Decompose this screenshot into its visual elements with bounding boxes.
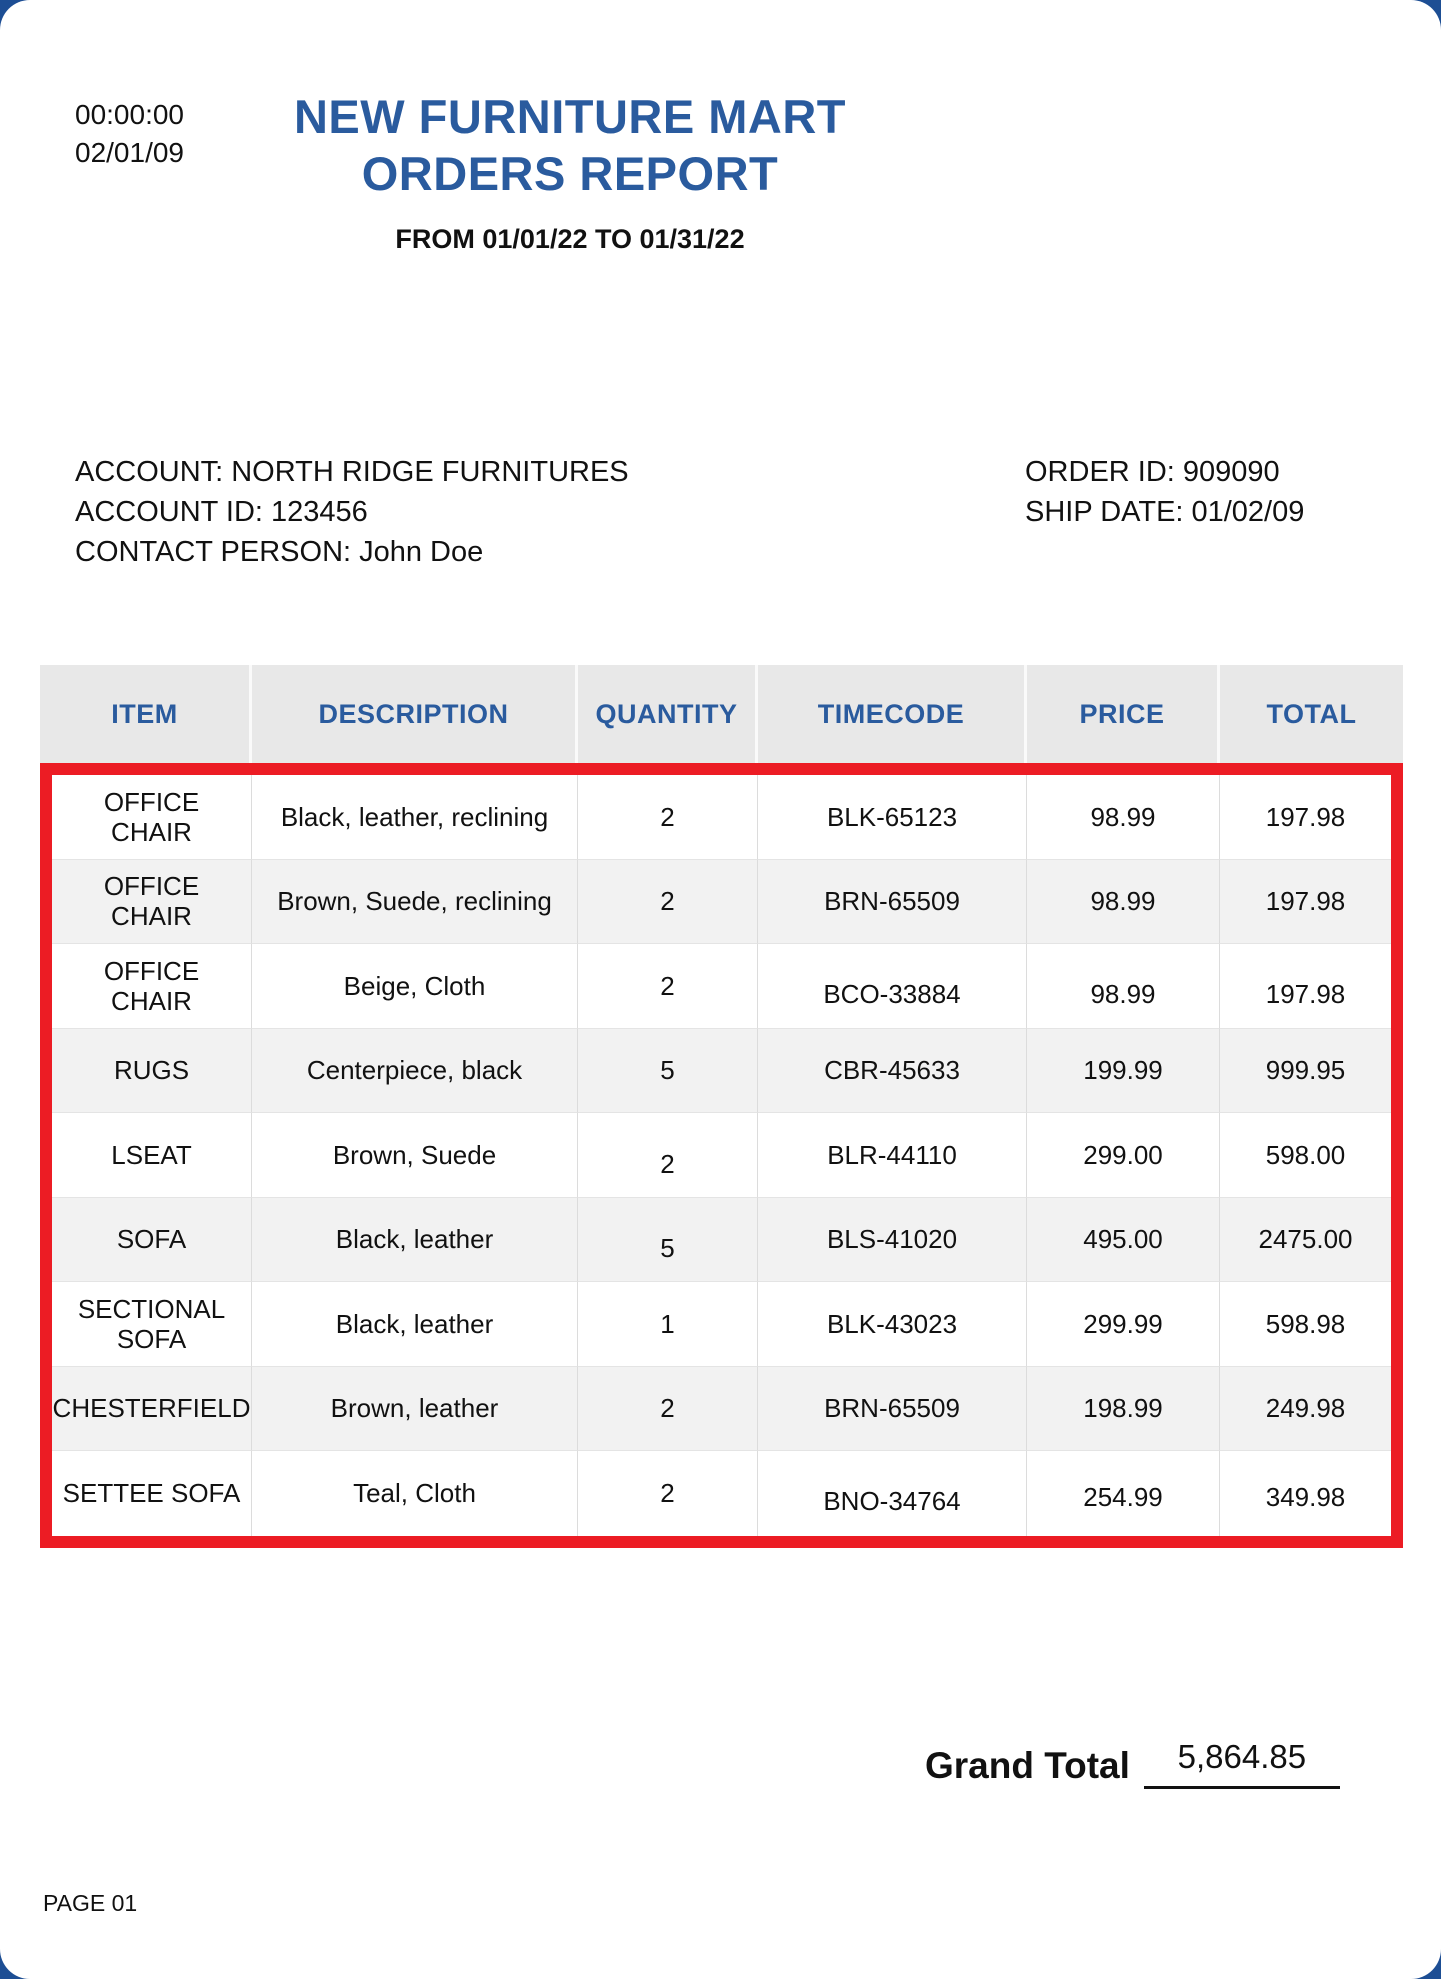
- cell-quantity: 2: [578, 1451, 758, 1536]
- account-label: ACCOUNT:: [75, 456, 224, 488]
- report-title: [0, 88, 1140, 202]
- cell-timecode: BLK-65123: [758, 775, 1027, 860]
- cell-description: Centerpiece, black: [252, 1029, 578, 1114]
- contact-label: CONTACT PERSON:: [75, 536, 352, 568]
- ship-date-line: [1025, 492, 1304, 532]
- cell-item: RUGS: [52, 1029, 252, 1114]
- order-info: [1025, 452, 1304, 532]
- report-date: 02/01/09: [75, 137, 184, 168]
- orders-table: [40, 665, 1403, 1548]
- ship-date-label: SHIP DATE:: [1025, 496, 1184, 528]
- cell-description: Brown, Suede, reclining: [252, 860, 578, 945]
- contact-line: [75, 532, 629, 572]
- cell-quantity: 2: [578, 944, 758, 1029]
- cell-description: Teal, Cloth: [252, 1451, 578, 1536]
- cell-price: 198.99: [1027, 1367, 1220, 1452]
- table-row: [52, 1113, 1391, 1198]
- order-id-label: ORDER ID:: [1025, 456, 1175, 488]
- cell-item: SECTIONAL SOFA: [52, 1282, 252, 1367]
- cell-total: 2475.00: [1220, 1198, 1391, 1283]
- table-row: [52, 860, 1391, 945]
- cell-timecode: BLK-43023: [758, 1282, 1027, 1367]
- cell-item: OFFICE CHAIR: [52, 775, 252, 860]
- account-line: [75, 452, 629, 492]
- cell-price: 98.99: [1027, 775, 1220, 860]
- cell-quantity: 2: [578, 860, 758, 945]
- cell-timecode: BNO-34764: [758, 1451, 1027, 1536]
- cell-price: 199.99: [1027, 1029, 1220, 1114]
- cell-price: 299.99: [1027, 1282, 1220, 1367]
- cell-price: 98.99: [1027, 944, 1220, 1029]
- cell-description: Black, leather, reclining: [252, 775, 578, 860]
- cell-item: OFFICE CHAIR: [52, 944, 252, 1029]
- table-row: [52, 1029, 1391, 1114]
- column-header-price: PRICE: [1027, 665, 1220, 763]
- report-title-line2: ORDERS REPORT: [361, 147, 779, 200]
- column-header-timecode: TIMECODE: [758, 665, 1027, 763]
- table-body-highlighted: [40, 763, 1403, 1548]
- cell-item: CHESTERFIELD: [52, 1367, 252, 1452]
- table-row: [52, 1198, 1391, 1283]
- cell-price: 495.00: [1027, 1198, 1220, 1283]
- table-row: [52, 944, 1391, 1029]
- cell-description: Black, leather: [252, 1198, 578, 1283]
- cell-description: Black, leather: [252, 1282, 578, 1367]
- contact-name: John Doe: [359, 536, 484, 568]
- cell-quantity: 5: [578, 1029, 758, 1114]
- account-id-label: ACCOUNT ID:: [75, 496, 263, 528]
- cell-quantity: 2: [578, 775, 758, 860]
- page-number: PAGE 01: [43, 1890, 138, 1916]
- grand-total-label: Grand Total: [925, 1745, 1130, 1786]
- report-date-range: FROM 01/01/22 TO 01/31/22: [395, 224, 745, 254]
- cell-timecode: CBR-45633: [758, 1029, 1027, 1114]
- cell-quantity: 2: [578, 1367, 758, 1452]
- cell-description: Beige, Cloth: [252, 944, 578, 1029]
- cell-item: SETTEE SOFA: [52, 1451, 252, 1536]
- ship-date-value: 01/02/09: [1191, 496, 1305, 528]
- report-time: 00:00:00: [75, 99, 184, 130]
- account-id-value: 123456: [270, 496, 368, 528]
- grand-total-value: 5,864.85: [1144, 1738, 1340, 1789]
- column-header-item: ITEM: [40, 665, 252, 763]
- cell-total: 197.98: [1220, 860, 1391, 945]
- cell-quantity: 1: [578, 1282, 758, 1367]
- cell-item: OFFICE CHAIR: [52, 860, 252, 945]
- cell-total: 598.98: [1220, 1282, 1391, 1367]
- column-header-total: TOTAL: [1266, 698, 1357, 729]
- column-header-description: DESCRIPTION: [252, 665, 578, 763]
- cell-timecode: BLR-44110: [758, 1113, 1027, 1198]
- account-name: NORTH RIDGE FURNITURES: [231, 456, 629, 488]
- cell-price: 299.00: [1027, 1113, 1220, 1198]
- grand-total: [925, 1738, 1340, 1789]
- cell-description: Brown, Suede: [252, 1113, 578, 1198]
- cell-item: LSEAT: [52, 1113, 252, 1198]
- cell-total: 999.95: [1220, 1029, 1391, 1114]
- report-title-line1: NEW FURNITURE MART: [293, 90, 847, 143]
- cell-timecode: BCO-33884: [758, 944, 1027, 1029]
- cell-total: 197.98: [1220, 944, 1391, 1029]
- cell-price: 254.99: [1027, 1451, 1220, 1536]
- cell-total: 349.98: [1265, 1482, 1346, 1513]
- cell-price: 98.99: [1027, 860, 1220, 945]
- cell-item: SOFA: [52, 1198, 252, 1283]
- cell-total: 598.00: [1220, 1113, 1391, 1198]
- account-id-line: [75, 492, 629, 532]
- table-header-row: [40, 665, 1403, 763]
- cell-timecode: BRN-65509: [758, 860, 1027, 945]
- cell-quantity: 5: [578, 1198, 758, 1283]
- cell-timecode: BRN-65509: [758, 1367, 1027, 1452]
- cell-timecode: BLS-41020: [758, 1198, 1027, 1283]
- table-row: [52, 1451, 1391, 1536]
- table-row: [52, 1367, 1391, 1452]
- order-id-value: 909090: [1182, 456, 1280, 488]
- order-id-line: [1025, 452, 1304, 492]
- cell-description: Brown, leather: [252, 1367, 578, 1452]
- account-info: [75, 452, 629, 572]
- cell-total: 249.98: [1220, 1367, 1391, 1452]
- column-header-quantity: QUANTITY: [578, 665, 758, 763]
- table-row: [52, 775, 1391, 860]
- cell-quantity: 2: [578, 1113, 758, 1198]
- table-row: [52, 1282, 1391, 1367]
- cell-total: 197.98: [1220, 775, 1391, 860]
